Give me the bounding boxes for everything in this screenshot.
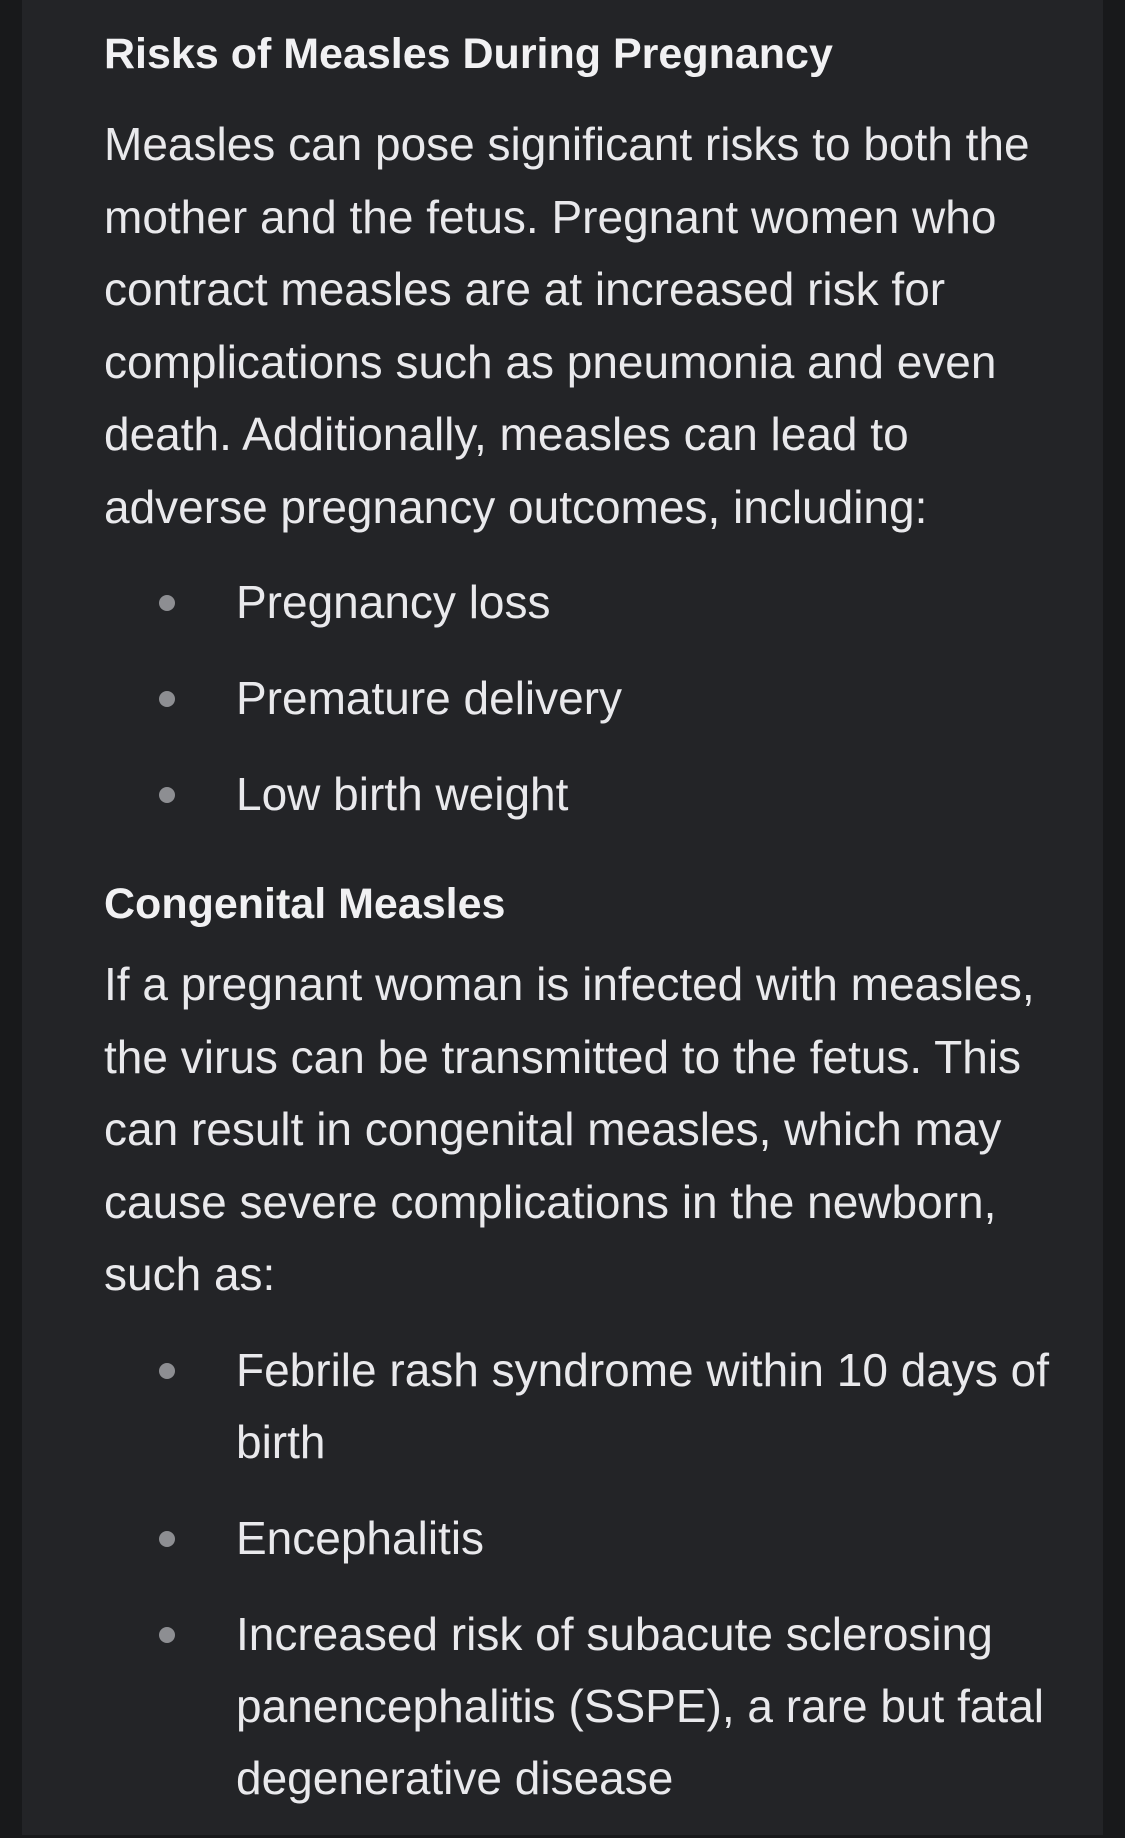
list-item-text: Low birth weight: [236, 768, 569, 820]
response-panel: [22, 0, 1103, 1835]
section-heading-risks: Risks of Measles During Pregnancy: [104, 30, 833, 78]
list-item: [104, 1502, 1064, 1574]
list-item-text: Increased risk of subacute sclerosing panencephalitis (SSPE), a rare but fatal degenerative disease: [236, 1608, 1045, 1804]
list-item: [104, 566, 1064, 638]
list-item: [104, 758, 1064, 830]
complications-list: [104, 1334, 1064, 1838]
list-item: [104, 662, 1064, 734]
list-item-text: Febrile rash syndrome within 10 days of birth: [236, 1344, 1050, 1468]
bullet-dot-icon: [159, 595, 175, 611]
bullet-dot-icon: [159, 1627, 175, 1643]
list-item-text: Encephalitis: [236, 1512, 485, 1564]
section-paragraph-congenital: If a pregnant woman is infected with measles, the virus can be transmitted to the fetus. This can result in congenital measles, which may cause severe complications in the newborn, such as:: [104, 958, 1035, 1300]
bullet-dot-icon: [159, 1363, 175, 1379]
outcomes-list: [104, 566, 1064, 854]
section-paragraph-risks: Measles can pose significant risks to both the mother and the fetus. Pregnant women who contract measles are at increased risk for complications such as pneumonia and even death. Additionally, measles can lead to adverse pregnancy outcomes, including:: [104, 118, 1030, 533]
list-item-text: Pregnancy loss: [236, 576, 551, 628]
list-item: [104, 1334, 1064, 1478]
bullet-dot-icon: [159, 787, 175, 803]
list-item: [104, 1598, 1064, 1814]
list-item-text: Premature delivery: [236, 672, 623, 724]
bullet-dot-icon: [159, 691, 175, 707]
section-heading-congenital: Congenital Measles: [104, 880, 506, 928]
bullet-dot-icon: [159, 1531, 175, 1547]
